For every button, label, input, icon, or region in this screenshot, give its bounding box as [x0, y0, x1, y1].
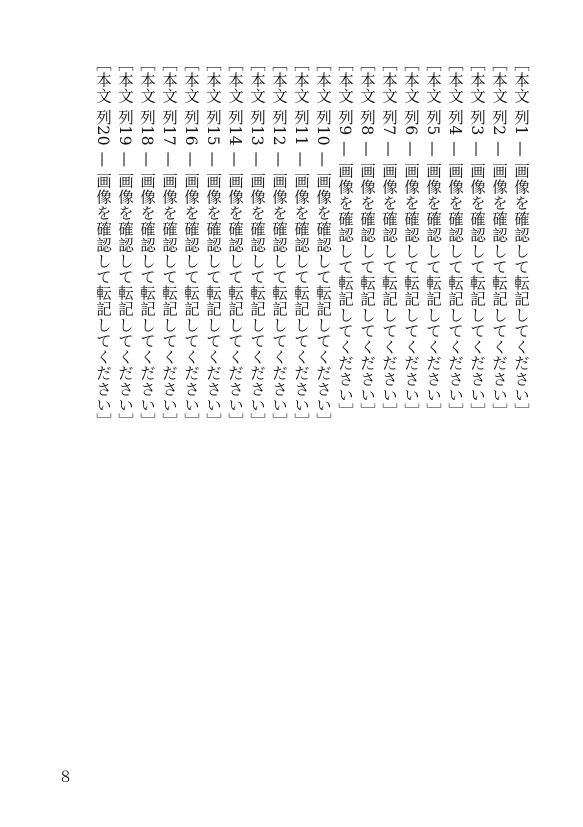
text-column-16: ［本文 列16 — 画像を確認して転記してください］ [182, 56, 200, 430]
text-column-20: ［本文 列20 — 画像を確認して転記してください］ [94, 56, 112, 430]
text-column-9: ［本文 列9 — 画像を確認して転記してください］ [336, 56, 354, 419]
text-column-1: ［本文 列1 — 画像を確認して転記してください］ [512, 56, 530, 419]
text-column-10: ［本文 列10 — 画像を確認して転記してください］ [314, 56, 332, 430]
text-column-19: ［本文 列19 — 画像を確認して転記してください］ [116, 56, 134, 430]
page-number: ８ [58, 768, 74, 786]
text-column-2: ［本文 列2 — 画像を確認して転記してください］ [490, 56, 508, 419]
text-column-12: ［本文 列12 — 画像を確認して転記してください］ [270, 56, 288, 430]
text-column-14: ［本文 列14 — 画像を確認して転記してください］ [226, 56, 244, 430]
text-column-8: ［本文 列8 — 画像を確認して転記してください］ [358, 56, 376, 419]
text-column-5: ［本文 列5 — 画像を確認して転記してください］ [424, 56, 442, 419]
text-column-13: ［本文 列13 — 画像を確認して転記してください］ [248, 56, 266, 430]
text-column-11: ［本文 列11 — 画像を確認して転記してください］ [292, 56, 310, 430]
text-column-17: ［本文 列17 — 画像を確認して転記してください］ [160, 56, 178, 430]
text-column-15: ［本文 列15 — 画像を確認して転記してください］ [204, 56, 222, 430]
body-text [52, 56, 532, 746]
text-column-3: ［本文 列3 — 画像を確認して転記してください］ [468, 56, 486, 419]
text-column-7: ［本文 列7 — 画像を確認して転記してください］ [380, 56, 398, 419]
text-column-4: ［本文 列4 — 画像を確認して転記してください］ [446, 56, 464, 419]
text-column-6: ［本文 列6 — 画像を確認して転記してください］ [402, 56, 420, 419]
text-column-18: ［本文 列18 — 画像を確認して転記してください］ [138, 56, 156, 430]
